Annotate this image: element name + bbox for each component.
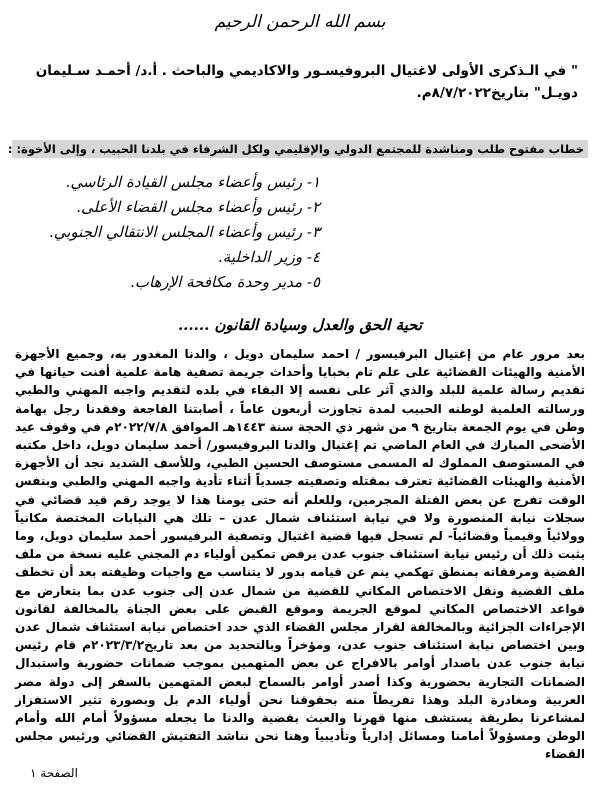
greeting-line: تحية الحق والعدل وسيادة القانون ...... bbox=[177, 316, 423, 334]
document-title: " في الـذكرى الأولى لاغتيال البروفيسـور والاكاديمي والباحث . أ.د/ أحمـد سـليمان دويـل" بتاريخ٨/٧/٢٠٢٢م. bbox=[35, 63, 578, 101]
recipient-item: ٢- رئيس وأعضاء مجلس القضاء الأعلى. bbox=[76, 198, 320, 216]
recipient-item: ٤- وزير الداخلية. bbox=[218, 248, 320, 266]
address-banner: خطاب مفتوح طلب ومناشدة للمجتمع الدولي والإقليمي ولكل الشرفاء في بلدنا الحبيب ، وإلى الأخوة: : bbox=[12, 140, 588, 158]
basmala-heading: بسم الله الرحمن الرحيم bbox=[214, 12, 386, 32]
recipient-item: ٣- رئيس وأعضاء المجلس الانتقالي الجنوبي. bbox=[48, 223, 320, 241]
page-number: الصفحة ١ bbox=[30, 766, 78, 780]
recipient-item: ١- رئيس وأعضاء مجلس القيادة الرئاسي. bbox=[65, 173, 320, 191]
recipient-item: ٥- مدير وحدة مكافحة الإرهاب. bbox=[130, 273, 320, 291]
body-paragraph: بعد مرور عام من إغتيال البرفيسور / احمد سليمان دويل ، والدنا المغدور به، وجميع الأجهزة الأمنية والهيئات القضائية على علم تام بخبايا وأحداث جريمة تصفية هامة علمية أفنت حياتها في تقديم رسالة علمية للبلد والذي آثر على نفسه إلا البقاء في بلده لتقديم واجبه المهني والطبي ورسالته العلمية لوطنه الحبيب لمدة تجاوزت أربعون عاماً ، أصابتنا الفاجعة وفقدنا رجل بهامة وطن في يوم الجمعة بتاريخ ٩ من شهر ذي الحجة سنة ١٤٤٣هـ الموافق ٢٠٢٢/٧/٨م في وقوف عيد الأضحى المبارك في العام الماضي تم إغتيال والدنا البروفيسور/ أحمد سليمان دويل، داخل مكتبه في المستوصف المملوك له المسمى مستوصف الحسين الطبي، وللأسف الشديد نجد أن الأجهزة الأمنية والهيئات القضائية تعترف بمقتله وتصفيته جسدياً أثناء تأدية واجبه المهني والطبي وبنفس الوقت تفرج عن بعض القتلة المجرمين، وللعلم أنه حتى يومنا هذا لا يوجد رقم قيد قضائي في سجلات نيابة المنصورة ولا في نيابة استئناف شمال عدن – تلك هي النيابات المختصة مكانياً وولائياً وقيمياً وقضائياً- لم تسجل فيها قضية اغتيال وتصفية البرفيسور أحمد سليمان دويل، وما يثبت ذلك أن رئيس نيابة استئناف جنوب عدن يرفض تمكين أولياء دم المجني عليه نسخة من ملف القضية ومرفقاته بمنطق تهكمي ينم عن قيامه بدور لا يتناسب مع واجبات وظيفته بعد أن تخطف ملف القضية ونقل الاختصاص المكاني للقضية من شمال عدن إلى جنوب عدن بما يتعارض مع قواعد الاختصاص المكاني لموقع الجريمة وموقع القبض على بعض الجناة بالمخالفة لقانون الإجراءات الجزائية وبالمخالفة لقرار مجلس القضاء الذي حدد اختصاص نيابة استئناف شمال عدن وبين اختصاص نيابة استئناف جنوب عدن، ومؤخراً وبالتحديد من بعد تاريخ٢٠٢٣/٣/٢م قام رئيس نيابة جنوب عدن باصدار أوامر بالافراج عن بعض المتهمين بموجب ضمانات حضورية واستبدال الضمانات التجارية بحضورية وكذا أصدر أوامر بالسماح لبعض المتهمين بالسفر إلى دولة مصر العربية ومغادرة البلد وهذا تفريطاً منه بحقوقنا نحن أولياء الدم بل وبصورة تثير الاستفزاز لمشاعرنا بطريقة يستشف منها قهرنا والعبث بقضية والدنا ما يجعله مسؤولاً أمام الله وأمام الوطن ومسؤولاً أمامنا ومسائل إدارياً وتأديبياً وهنا نحن نناشد التفتيش القضائي ورئيس مجلس القضاء bbox=[15, 347, 585, 762]
recipient-list bbox=[30, 170, 320, 295]
